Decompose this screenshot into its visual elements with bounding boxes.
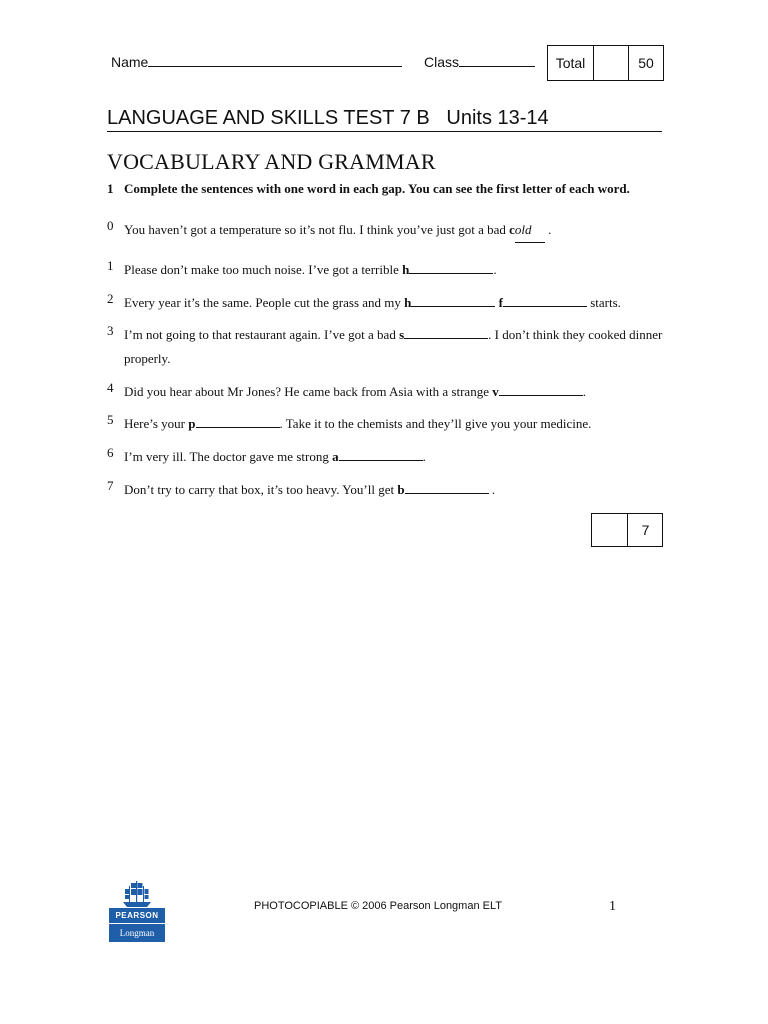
instruction bbox=[107, 181, 630, 197]
section-score-max: 7 bbox=[641, 522, 650, 538]
question-text: Don’t try to carry that box, it’s too heavy. You’ll get b . bbox=[124, 482, 496, 497]
question-text: You haven’t got a temperature so it’s not flu. I think you’ve just got a bad cold . bbox=[124, 218, 664, 243]
ship-icon bbox=[109, 880, 165, 908]
question-text: I’m not going to that restaurant again. I’ve got a bad s . I don’t think they cooked dinner properly. bbox=[124, 327, 663, 366]
question-number: 4 bbox=[107, 380, 114, 395]
total-max: 50 bbox=[638, 55, 654, 71]
answer-gap[interactable] bbox=[339, 448, 423, 461]
page-title: LANGUAGE AND SKILLS TEST 7 B Units 13-14 bbox=[107, 107, 549, 129]
total-score-blank[interactable] bbox=[594, 46, 629, 80]
page-number: 1 bbox=[609, 899, 616, 914]
instruction-text: Complete the sentences with one word in each gap. You can see the first letter of each word. bbox=[124, 181, 630, 196]
question-number: 5 bbox=[107, 412, 114, 427]
title-rule bbox=[107, 131, 662, 132]
class-field[interactable] bbox=[424, 52, 535, 70]
logo-longman: Longman bbox=[109, 924, 165, 942]
name-label: Name bbox=[111, 54, 149, 70]
question-number: 1 bbox=[107, 258, 114, 273]
total-score-box bbox=[547, 45, 664, 81]
instruction-number: 1 bbox=[107, 181, 114, 196]
question-text: Did you hear about Mr Jones? He came back from Asia with a strange v . bbox=[124, 384, 586, 399]
question-text: Here’s your p . Take it to the chemists and they’ll give you your medicine. bbox=[124, 416, 592, 431]
class-label: Class bbox=[424, 54, 460, 70]
answer-gap[interactable] bbox=[405, 481, 489, 494]
answer-gap[interactable] bbox=[404, 326, 488, 339]
answer-gap[interactable] bbox=[503, 294, 587, 307]
answer-gap[interactable] bbox=[499, 383, 583, 396]
question-number: 6 bbox=[107, 445, 114, 460]
answer-gap[interactable] bbox=[409, 261, 493, 274]
question-number: 0 bbox=[107, 218, 114, 233]
question-number: 3 bbox=[107, 323, 114, 338]
question-text: Please don’t make too much noise. I’ve got a terrible h . bbox=[124, 262, 497, 277]
logo-pearson: PEARSON bbox=[109, 908, 165, 923]
section-score-box bbox=[591, 513, 663, 547]
pearson-longman-logo bbox=[109, 880, 165, 944]
footer-copyright: PHOTOCOPIABLE © 2006 Pearson Longman ELT bbox=[254, 900, 502, 912]
question-text: I’m very ill. The doctor gave me strong a . bbox=[124, 449, 426, 464]
section-score-blank[interactable] bbox=[592, 514, 627, 546]
section-heading: VOCABULARY AND GRAMMAR bbox=[107, 149, 436, 174]
question-number: 2 bbox=[107, 291, 114, 306]
answer-gap[interactable] bbox=[411, 294, 495, 307]
total-label: Total bbox=[548, 46, 594, 80]
name-line[interactable] bbox=[148, 52, 402, 67]
question-text: Every year it’s the same. People cut the grass and my h f starts. bbox=[124, 295, 621, 310]
class-line[interactable] bbox=[459, 52, 535, 67]
example-answer: old bbox=[515, 218, 545, 243]
name-field[interactable] bbox=[111, 52, 402, 70]
question-number: 7 bbox=[107, 478, 114, 493]
answer-gap[interactable] bbox=[196, 415, 280, 428]
